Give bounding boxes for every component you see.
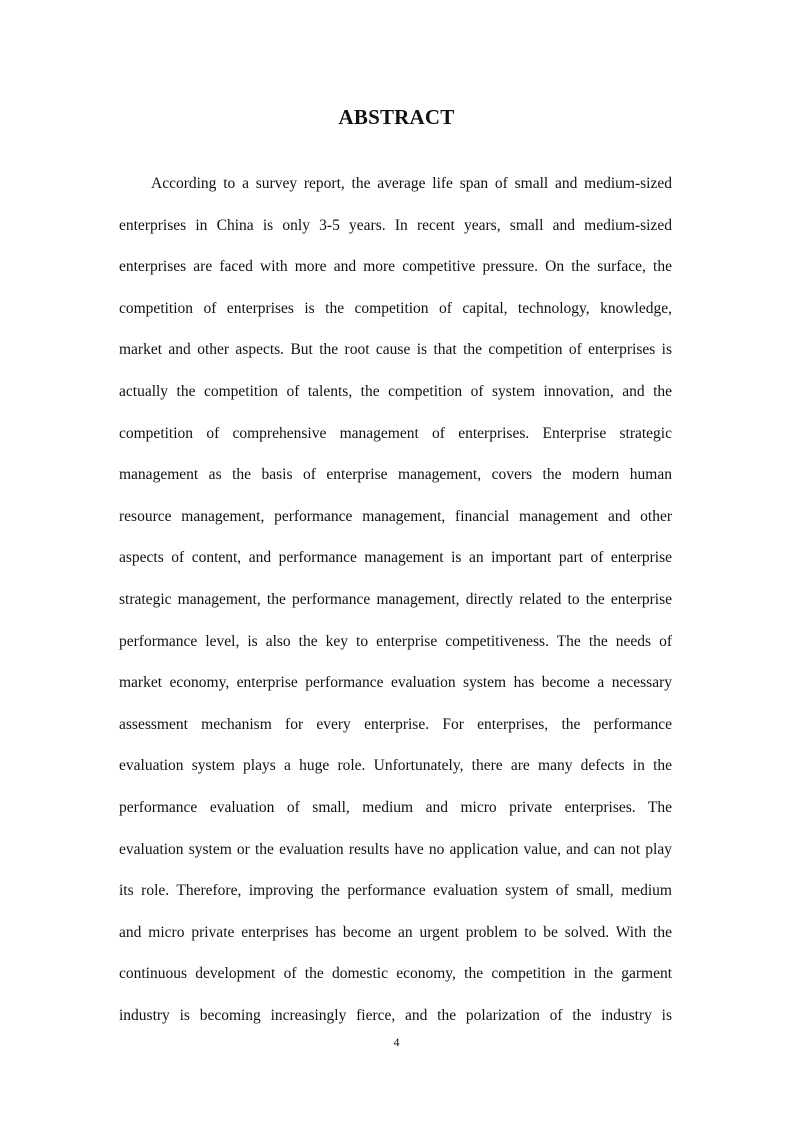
abstract-title: ABSTRACT <box>338 105 455 129</box>
abstract-line: enterprises are faced with more and more competitive pressure. On the surface, the <box>119 258 672 276</box>
abstract-line: performance level, is also the key to enterprise competitiveness. The the needs of <box>119 632 672 650</box>
abstract-line: assessment mechanism for every enterprise. For enterprises, the performance <box>119 715 672 733</box>
abstract-line: evaluation system or the evaluation results have no application value, and can not play <box>119 840 672 858</box>
abstract-line: competition of comprehensive management of enterprises. Enterprise strategic <box>119 424 672 442</box>
abstract-line: resource management, performance management, financial management and other <box>119 507 672 525</box>
abstract-line: enterprises in China is only 3-5 years. In recent years, small and medium-sized <box>119 216 672 234</box>
abstract-line: evaluation system plays a huge role. Unfortunately, there are many defects in the <box>119 757 672 775</box>
abstract-line: strategic management, the performance management, directly related to the enterprise <box>119 590 672 608</box>
abstract-line: competition of enterprises is the competition of capital, technology, knowledge, <box>119 299 672 317</box>
abstract-line: management as the basis of enterprise management, covers the modern human <box>119 466 672 484</box>
abstract-line: According to a survey report, the average life span of small and medium-sized <box>151 175 672 192</box>
abstract-body <box>119 163 672 1036</box>
abstract-line: its role. Therefore, improving the performance evaluation system of small, medium <box>119 882 672 900</box>
abstract-line: performance evaluation of small, medium and micro private enterprises. The <box>119 798 672 816</box>
abstract-line: continuous development of the domestic economy, the competition in the garment <box>119 965 672 983</box>
abstract-line: industry is becoming increasingly fierce, and the polarization of the industry is <box>119 1006 672 1024</box>
page-number: 4 <box>393 1035 400 1049</box>
abstract-line: and micro private enterprises has become an urgent problem to be solved. With the <box>119 923 672 941</box>
abstract-line: aspects of content, and performance management is an important part of enterprise <box>119 549 672 567</box>
abstract-line: market economy, enterprise performance evaluation system has become a necessary <box>119 674 672 692</box>
abstract-line: market and other aspects. But the root cause is that the competition of enterprises is <box>119 341 672 359</box>
abstract-line: actually the competition of talents, the competition of system innovation, and the <box>119 382 672 400</box>
